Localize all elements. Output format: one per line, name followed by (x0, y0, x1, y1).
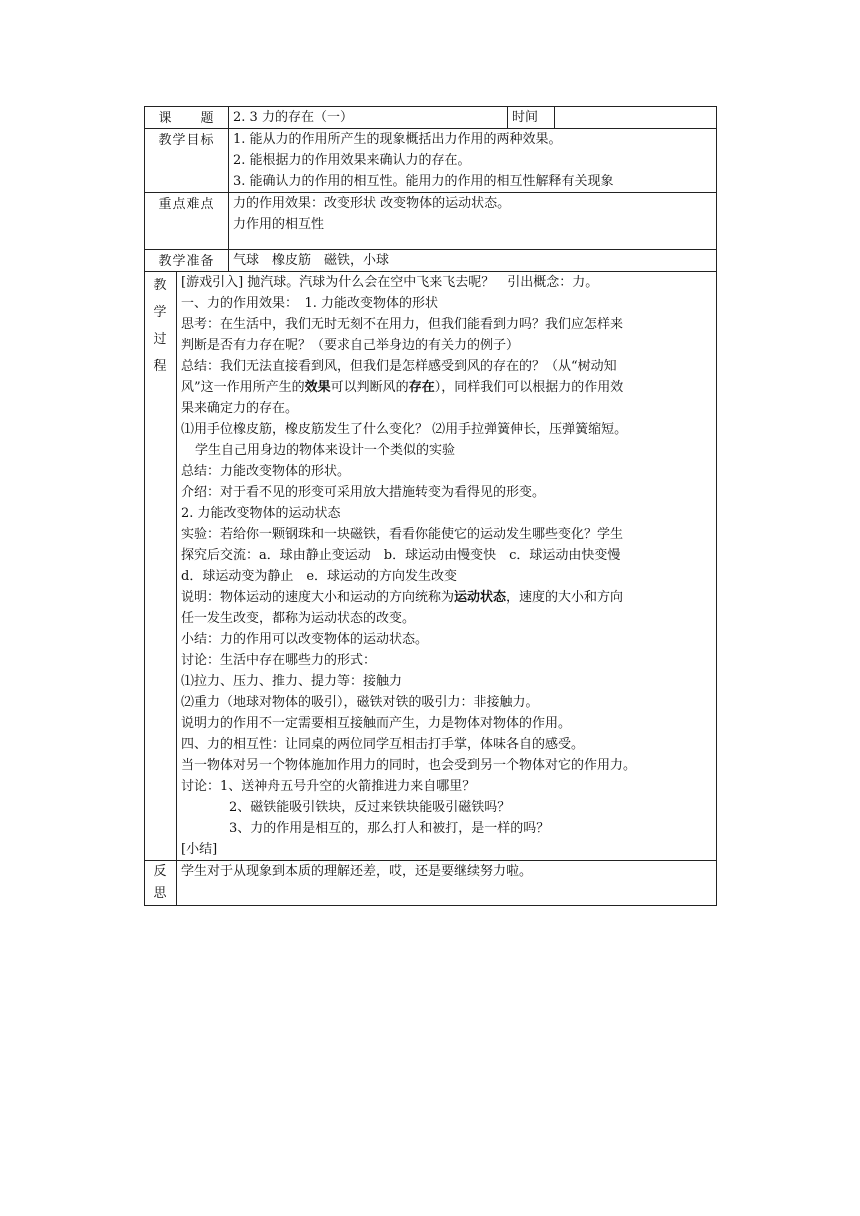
process-line: ⑴拉力、压力、推力、提力等：接触力 (181, 674, 403, 689)
process-line: 3、力的作用是相互的，那么打人和被打，是一样的吗？ (229, 821, 550, 836)
process-line: ⑴用手位橡皮筋，橡皮筋发生了什么变化？ ⑵用手拉弹簧伸长，压弹簧缩短。 (181, 422, 628, 437)
subject-value: 2. 3 力的存在（一） (229, 107, 508, 129)
process-line: [小结] (181, 842, 218, 857)
goal-item: 1. 能从力的作用所产生的现象概括出力作用的两种效果。 (233, 132, 562, 147)
process-line: 2、磁铁能吸引铁块，反过来铁块能吸引磁铁吗？ (229, 800, 511, 815)
key-point-item: 力作用的相互性 (233, 217, 325, 232)
key-points-content (229, 193, 717, 250)
process-line: 讨论：1、送神舟五号升空的火箭推进力来自哪里？ (181, 779, 476, 794)
process-row (145, 272, 717, 861)
process-content (177, 272, 717, 861)
process-line: 任一发生改变，都称为运动状态的改变。 (181, 611, 416, 626)
goals-row (145, 129, 717, 193)
process-line: 说明力的作用不一定需要相互接触而产生，力是物体对物体的作用。 (181, 716, 572, 731)
goals-label: 教学目标 (145, 129, 229, 193)
key-point-item: 力的作用效果：改变形状 改变物体的运动状态。 (233, 196, 511, 211)
process-line: ⑵重力（地球对物体的吸引），磁铁对铁的吸引力：非接触力。 (181, 695, 539, 710)
process-line: 学生自己用身边的物体来设计一个类似的实验 (195, 443, 456, 458)
process-line: d．球运动变为静止 e．球运动的方向发生改变 (181, 569, 458, 584)
subject-row (145, 107, 717, 129)
emphasis-text: 运动状态 (454, 590, 507, 605)
process-line: 探究后交流：a．球由静止变运动 b．球运动由慢变快 c．球运动由快变慢 (181, 548, 621, 563)
process-line: 说明：物体运动的速度大小和运动的方向统称为运动状态，速度的大小和方向 (181, 590, 624, 605)
key-points-row (145, 193, 717, 250)
process-line: 风”这一作用所产生的效果可以判断风的存在），同样我们可以根据力的作用效 (181, 380, 624, 395)
process-line: 实验：若给你一颗钢珠和一块磁铁，看看你能使它的运动发生哪些变化？学生 (181, 527, 624, 542)
process-line: 果来确定力的存在。 (181, 401, 299, 416)
process-line: 介绍：对于看不见的形变可采用放大措施转变为看得见的形变。 (181, 485, 546, 500)
goals-content (229, 129, 717, 193)
key-points-label: 重点难点 (145, 193, 229, 250)
time-value (555, 107, 717, 129)
reflection-row (145, 861, 717, 906)
process-line: [游戏引入] 抛汽球。汽球为什么会在空中飞来飞去呢？ 引出概念：力。 (181, 275, 599, 290)
process-line: 总结：我们无法直接看到风，但我们是怎样感受到风的存在的？（从“树动知 (181, 359, 617, 374)
reflection-content: 学生对于从现象到本质的理解还差，哎，还是要继续努力啦。 (177, 861, 717, 906)
process-line: 当一物体对另一个物体施加作用力的同时，也会受到另一个物体对它的作用力。 (181, 758, 637, 773)
process-line: 小结：力的作用可以改变物体的运动状态。 (181, 632, 429, 647)
prep-content: 气球 橡皮筋 磁铁，小球 (229, 250, 717, 272)
subject-label: 课 题 (145, 107, 229, 129)
goal-item: 2. 能根据力的作用效果来确认力的存在。 (233, 153, 471, 168)
process-line: 四、力的相互性：让同桌的两位同学互相击打手掌，体味各自的感受。 (181, 737, 585, 752)
goal-item: 3. 能确认力的作用的相互性。能用力的作用的相互性解释有关现象 (233, 174, 614, 189)
emphasis-text: 存在 (408, 380, 435, 395)
lesson-plan-table (144, 106, 717, 906)
process-label: 教 学 过 程 (145, 272, 177, 861)
process-line: 2. 力能改变物体的运动状态 (181, 506, 341, 521)
prep-row (145, 250, 717, 272)
reflection-label: 反 思 (145, 861, 177, 906)
prep-label: 教学准备 (145, 250, 229, 272)
process-line: 判断是否有力存在呢？（要求自己举身边的有关力的例子） (181, 338, 520, 353)
process-line: 思考：在生活中，我们无时无刻不在用力，但我们能看到力吗？我们应怎样来 (181, 317, 624, 332)
process-line: 一、力的作用效果： 1. 力能改变物体的形状 (181, 296, 439, 311)
emphasis-text: 效果 (304, 380, 331, 395)
process-line: 总结：力能改变物体的形状。 (181, 464, 351, 479)
process-line: 讨论：生活中存在哪些力的形式： (181, 653, 377, 668)
time-label: 时间 (508, 107, 555, 129)
